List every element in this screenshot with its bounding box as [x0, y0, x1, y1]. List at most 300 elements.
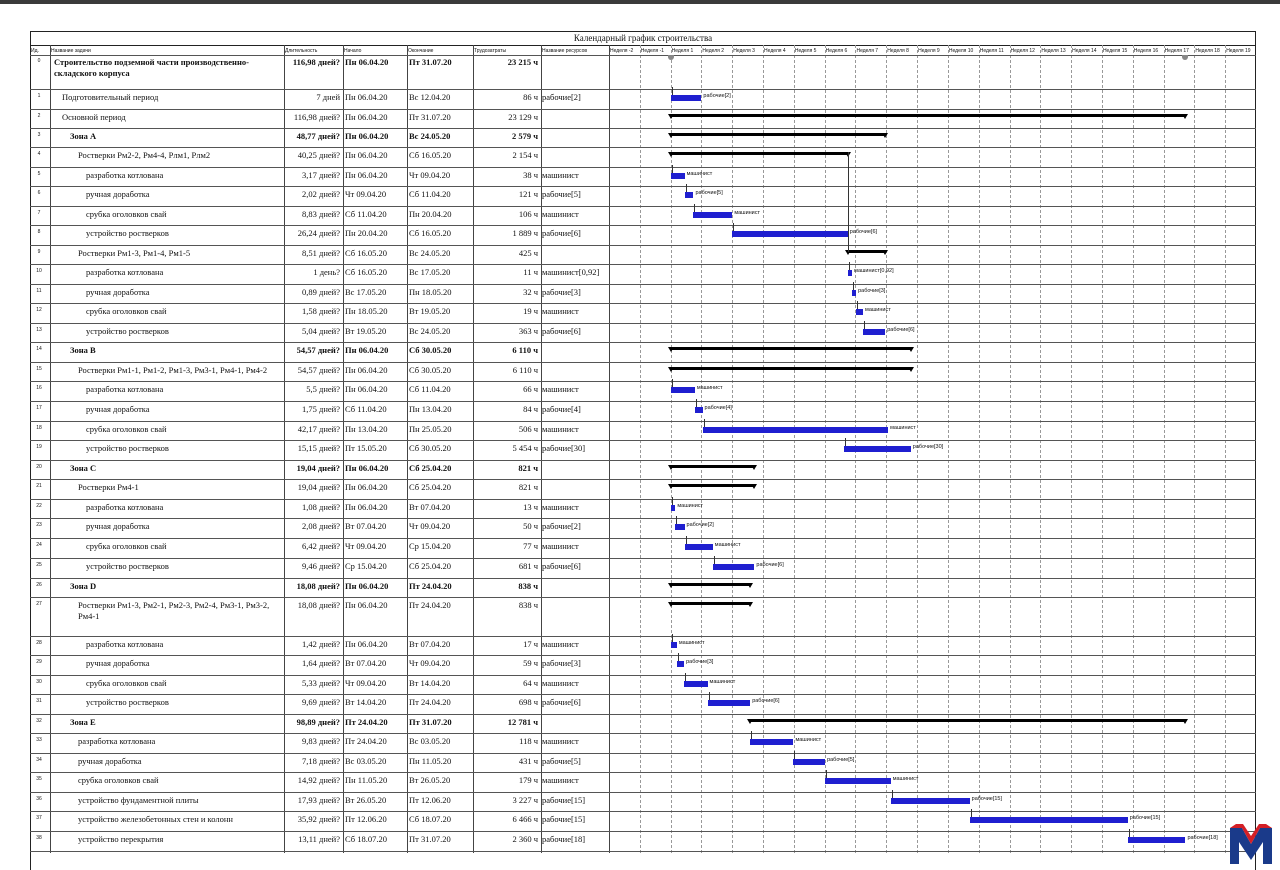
row-divider	[30, 655, 1256, 656]
task-resources: машинист	[542, 306, 579, 316]
task-work: 11 ч	[523, 267, 538, 277]
task-id: 12	[36, 307, 42, 313]
task-finish: Пн 13.04.20	[409, 404, 452, 414]
col-header-name: Название задачи	[51, 48, 91, 54]
task-id: 14	[36, 346, 42, 352]
gantt-task-bar	[685, 544, 713, 550]
task-work: 6 110 ч	[512, 345, 538, 355]
task-name: разработка котлована	[86, 384, 164, 394]
gantt-link	[676, 516, 677, 524]
task-duration: 17,93 дней?	[297, 795, 340, 805]
task-start: Пт 12.06.20	[345, 814, 387, 824]
task-id: 25	[36, 562, 42, 568]
gantt-resource-label: машинист	[892, 776, 919, 782]
top-border	[0, 0, 1280, 4]
task-work: 3 227 ч	[512, 795, 538, 805]
task-id: 29	[36, 659, 42, 665]
task-start: Пт 24.04.20	[345, 717, 388, 727]
gantt-task-bar	[732, 231, 847, 237]
task-id: 16	[36, 385, 42, 391]
gantt-summary-bar	[671, 133, 886, 136]
task-duration: 14,92 дней?	[297, 775, 340, 785]
gantt-task-bar	[684, 681, 707, 687]
gantt-link	[794, 751, 795, 759]
task-duration: 9,46 дней?	[302, 561, 340, 571]
gantt-resource-label: машинист	[696, 385, 723, 391]
week-header: Неделя 1	[671, 48, 694, 54]
task-duration: 1,58 дней?	[302, 306, 340, 316]
task-finish: Вт 14.04.20	[409, 678, 451, 688]
task-finish: Сб 30.05.20	[409, 345, 452, 355]
task-start: Пн 06.04.20	[345, 600, 388, 610]
task-name: Ростверки Рм1-1, Рм1-2, Рм1-3, Рм3-1, Рм4-1, Рм4-2	[78, 365, 268, 375]
task-id: 21	[36, 483, 42, 489]
week-header: Неделя 2	[702, 48, 725, 54]
task-finish: Вс 24.05.20	[409, 131, 451, 141]
row-divider	[30, 109, 1256, 110]
task-duration: 1,08 дней?	[302, 502, 340, 512]
task-name: Зона В	[70, 345, 96, 355]
task-finish: Пн 20.04.20	[409, 209, 452, 219]
gantt-resource-label: рабочие[2]	[703, 93, 731, 99]
gantt-link	[672, 379, 673, 387]
row-divider	[30, 245, 1256, 246]
task-resources: рабочие[15]	[542, 814, 586, 824]
task-id: 30	[36, 679, 42, 685]
task-work: 179 ч	[518, 775, 538, 785]
gantt-task-bar	[891, 798, 970, 804]
task-name: срубка оголовков свай	[86, 424, 167, 434]
task-start: Чт 09.04.20	[345, 678, 387, 688]
task-finish: Сб 18.07.20	[409, 814, 451, 824]
task-work: 38 ч	[523, 170, 538, 180]
header-bottom-line	[30, 55, 1256, 56]
task-finish: Пт 31.07.20	[409, 112, 451, 122]
task-duration: 2,08 дней?	[302, 521, 340, 531]
gantt-link	[672, 87, 673, 95]
gantt-task-bar	[695, 407, 703, 413]
task-finish: Вс 24.05.20	[409, 248, 451, 258]
task-name: ручная доработка	[86, 658, 150, 668]
task-start: Пн 11.05.20	[345, 775, 388, 785]
task-id: 2	[37, 113, 41, 119]
task-name: Ростверки Рм1-3, Рм1-4, Рм1-5	[78, 248, 191, 258]
col-header-id: Ид.	[31, 48, 39, 54]
m-logo-icon	[1226, 822, 1276, 866]
task-name: Основной период	[62, 112, 126, 122]
task-duration: 18,08 дней?	[296, 581, 340, 591]
gantt-task-bar	[671, 387, 695, 393]
week-header: Неделя -1	[640, 48, 665, 54]
task-id: 10	[36, 268, 42, 274]
row-divider	[30, 89, 1256, 90]
gantt-resource-label: рабочие[5]	[695, 190, 723, 196]
gantt-resource-label: рабочие[30]	[912, 444, 944, 450]
gantt-link	[686, 536, 687, 544]
task-work: 118 ч	[519, 736, 538, 746]
task-duration: 26,24 дней?	[297, 228, 340, 238]
task-id: 37	[36, 815, 42, 821]
task-id: 24	[36, 542, 42, 548]
week-header: Неделя 14	[1072, 48, 1097, 54]
task-finish: Пт 24.04.20	[409, 581, 452, 591]
task-name: разработка котлована	[86, 639, 164, 649]
task-name: Зона Е	[70, 717, 96, 727]
gantt-resource-label: рабочие[15]	[971, 796, 1003, 802]
week-header: Неделя 4	[764, 48, 786, 54]
task-finish: Пт 31.07.20	[409, 717, 452, 727]
task-id: 38	[36, 835, 42, 841]
gantt-task-bar	[1128, 837, 1186, 843]
task-work: 86 ч	[523, 92, 538, 102]
task-id: 17	[36, 405, 42, 411]
task-start: Пн 06.04.20	[345, 112, 388, 122]
task-start: Пт 24.04.20	[345, 736, 387, 746]
row-divider	[30, 675, 1256, 676]
gantt-link	[714, 556, 715, 564]
task-finish: Пт 31.07.20	[409, 57, 452, 67]
task-finish: Сб 25.04.20	[409, 463, 452, 473]
gantt-resource-label: рабочие[15]	[1129, 815, 1161, 821]
gantt-link	[849, 262, 850, 270]
row-divider	[30, 147, 1256, 148]
task-name: срубка оголовков свай	[86, 209, 167, 219]
task-start: Пн 06.04.20	[345, 345, 389, 355]
week-header: Неделя 7	[856, 48, 879, 54]
row-divider	[30, 206, 1256, 207]
task-work: 2 579 ч	[511, 131, 538, 141]
gantt-resource-label: машинист	[890, 425, 916, 431]
task-start: Пн 06.04.20	[345, 482, 388, 492]
task-id: 11	[36, 288, 42, 294]
task-name: устройство ростверков	[86, 561, 169, 571]
task-duration: 9,69 дней?	[302, 697, 340, 707]
task-duration: 1,64 дней?	[302, 658, 340, 668]
task-resources: машинист[0,92]	[542, 267, 600, 277]
gantt-resource-label: рабочие[4]	[704, 405, 732, 411]
gantt-link	[733, 223, 734, 231]
task-name: разработка котлована	[86, 502, 164, 512]
task-finish: Пн 25.05.20	[409, 424, 452, 434]
task-name: ручная доработка	[86, 521, 150, 531]
task-id: 28	[36, 640, 42, 646]
task-start: Вт 07.04.20	[345, 521, 387, 531]
task-work: 2 360 ч	[512, 834, 538, 844]
week-header: Неделя 6	[825, 48, 848, 54]
task-work: 23 129 ч	[508, 112, 538, 122]
gantt-link	[892, 790, 893, 798]
gantt-summary-bar	[671, 347, 911, 350]
task-duration: 19,04 дней?	[297, 482, 340, 492]
task-work: 17 ч	[523, 639, 538, 649]
gantt-summary-bar	[848, 250, 885, 253]
task-duration: 7 дней	[316, 92, 340, 102]
task-start: Пн 06.04.20	[345, 92, 388, 102]
task-name: устройство ростверков	[86, 443, 169, 453]
task-name: устройство фундаментной плиты	[78, 795, 199, 805]
task-finish: Пт 24.04.20	[409, 600, 451, 610]
task-work: 32 ч	[523, 287, 538, 297]
task-duration: 5,04 дней?	[302, 326, 340, 336]
gantt-task-bar	[750, 739, 793, 745]
gantt-resource-label: машинист[0,92]	[854, 268, 894, 274]
task-duration: 9,83 дней?	[302, 736, 340, 746]
task-work: 431 ч	[518, 756, 538, 766]
task-resources: машинист	[542, 170, 579, 180]
gantt-summary-bar	[671, 484, 755, 487]
task-duration: 19,04 дней?	[296, 463, 340, 473]
row-divider	[30, 694, 1256, 695]
task-work: 5 454 ч	[512, 443, 538, 453]
task-name: срубка оголовков свай	[86, 306, 167, 316]
task-name: устройство ростверков	[86, 697, 169, 707]
gantt-resource-label: рабочие[6]	[752, 698, 780, 704]
task-id: 5	[37, 171, 41, 177]
week-header: Неделя 3	[733, 48, 755, 54]
task-work: 23 215 ч	[507, 57, 538, 67]
task-id: 19	[36, 444, 42, 450]
row-divider	[30, 264, 1256, 265]
task-resources: рабочие[5]	[542, 189, 581, 199]
task-id: 34	[36, 757, 42, 763]
gantt-task-bar	[671, 173, 685, 179]
task-id: 0	[37, 58, 41, 64]
row-divider	[30, 225, 1256, 226]
gantt-task-bar	[703, 427, 889, 433]
schedule-title: Календарный график строительства	[573, 33, 713, 43]
task-work: 59 ч	[523, 658, 538, 668]
task-duration: 0,89 дней?	[302, 287, 340, 297]
task-id: 31	[36, 698, 42, 704]
gantt-resource-label: машинист	[678, 640, 705, 646]
task-id: 3	[37, 132, 41, 138]
week-header: Неделя 12	[1010, 48, 1035, 54]
task-id: 32	[36, 718, 42, 724]
task-finish: Сб 16.05.20	[409, 228, 451, 238]
gantt-link	[864, 321, 865, 329]
row-divider	[30, 167, 1256, 168]
task-id: 36	[36, 796, 42, 802]
row-divider	[30, 714, 1256, 715]
task-finish: Чт 09.04.20	[409, 170, 451, 180]
task-start: Ср 15.04.20	[345, 561, 387, 571]
task-work: 6 466 ч	[512, 814, 538, 824]
gantt-link	[672, 634, 673, 642]
row-divider	[30, 362, 1256, 363]
task-duration: 54,57 дней?	[296, 345, 340, 355]
task-duration: 1,42 дней?	[302, 639, 340, 649]
task-resources: рабочие[30]	[542, 443, 586, 453]
task-name: устройство железобетонных стен и колонн	[78, 814, 233, 824]
gantt-task-bar	[856, 309, 863, 315]
task-start: Чт 09.04.20	[345, 189, 387, 199]
task-work: 84 ч	[523, 404, 538, 414]
week-header: Неделя 16	[1133, 48, 1159, 54]
task-id: 9	[37, 249, 41, 255]
task-finish: Сб 30.05.20	[409, 443, 451, 453]
gantt-resource-label: рабочие[2]	[686, 522, 714, 528]
task-id: 13	[36, 327, 42, 333]
task-start: Пн 06.04.20	[345, 463, 389, 473]
task-name: ручная доработка	[86, 404, 150, 414]
gantt-task-bar	[671, 505, 676, 511]
task-start: Пн 06.04.20	[345, 639, 388, 649]
task-work: 821 ч	[518, 482, 538, 492]
gantt-summary-bar	[671, 465, 755, 468]
gantt-task-bar	[693, 212, 732, 218]
gantt-summary-bar	[671, 367, 911, 370]
task-work: 1 889 ч	[512, 228, 538, 238]
col-header-duration: Длительность	[285, 48, 318, 54]
gantt-summary-bar	[671, 152, 848, 155]
row-divider	[30, 479, 1256, 480]
task-id: 15	[36, 366, 42, 372]
task-work: 698 ч	[518, 697, 538, 707]
gantt-resource-label: рабочие[6]	[756, 562, 784, 568]
task-resources: машинист	[542, 541, 579, 551]
gantt-link	[686, 184, 687, 192]
task-resources: рабочие[6]	[542, 326, 581, 336]
task-name: ручная доработка	[86, 189, 150, 199]
task-finish: Сб 25.04.20	[409, 482, 451, 492]
task-duration: 18,08 дней?	[297, 600, 340, 610]
task-start: Пн 20.04.20	[345, 228, 388, 238]
task-work: 2 154 ч	[512, 150, 538, 160]
task-work: 681 ч	[518, 561, 538, 571]
task-work: 19 ч	[523, 306, 538, 316]
task-finish: Пт 24.04.20	[409, 697, 451, 707]
task-duration: 5,33 дней?	[302, 678, 340, 688]
task-start: Пн 06.04.20	[345, 131, 389, 141]
row-divider	[30, 128, 1256, 129]
task-finish: Вс 17.05.20	[409, 267, 451, 277]
gantt-task-bar	[671, 95, 702, 101]
task-start: Пн 13.04.20	[345, 424, 388, 434]
gantt-link	[971, 809, 972, 817]
task-start: Пн 06.04.20	[345, 502, 388, 512]
task-name: ручная доработка	[86, 287, 150, 297]
task-work: 13 ч	[523, 502, 538, 512]
task-duration: 13,11 дней?	[298, 834, 340, 844]
task-start: Пн 06.04.20	[345, 170, 388, 180]
task-finish: Сб 30.05.20	[409, 365, 451, 375]
task-work: 121 ч	[518, 189, 538, 199]
gantt-task-bar	[848, 270, 852, 276]
task-start: Сб 16.05.20	[345, 267, 387, 277]
task-duration: 1 день?	[313, 267, 340, 277]
gantt-summary-bar	[671, 583, 751, 586]
task-id: 4	[37, 151, 41, 157]
gantt-resource-label: машинист	[734, 210, 761, 216]
gantt-resource-label: машинист	[795, 737, 822, 743]
gantt-resource-label: рабочие[6]	[887, 327, 915, 333]
task-work: 64 ч	[523, 678, 538, 688]
task-duration: 54,57 дней?	[297, 365, 340, 375]
gantt-task-bar	[825, 778, 891, 784]
task-duration: 5,5 дней?	[306, 384, 340, 394]
col-header-start: Начало	[344, 48, 362, 54]
task-resources: рабочие[6]	[542, 697, 581, 707]
gantt-link	[857, 301, 858, 309]
task-resources: машинист	[542, 639, 579, 649]
row-divider	[30, 558, 1256, 559]
row-divider	[30, 792, 1256, 793]
gantt-summary-bar	[671, 602, 751, 605]
gantt-task-bar	[677, 661, 684, 667]
gantt-summary-bar	[750, 719, 1185, 722]
task-name: Ростверки Рм1-3, Рм2-1, Рм2-3, Рм2-4, Рм3-1, Рм3-2, Рм4-1	[78, 600, 270, 621]
week-header: Неделя 19	[1226, 48, 1251, 54]
task-resources: рабочие[6]	[542, 228, 581, 238]
task-work: 77 ч	[523, 541, 538, 551]
task-start: Вс 17.05.20	[345, 287, 387, 297]
task-resources: рабочие[3]	[542, 658, 581, 668]
task-id: 35	[36, 776, 42, 782]
task-resources: рабочие[6]	[542, 561, 581, 571]
task-id: 1	[37, 93, 41, 99]
task-resources: рабочие[5]	[542, 756, 581, 766]
task-work: 838 ч	[518, 600, 538, 610]
gantt-resource-label: рабочие[18]	[1187, 835, 1218, 841]
task-work: 6 110 ч	[512, 365, 538, 375]
gantt-task-bar	[852, 290, 856, 296]
task-name: устройство ростверков	[86, 326, 169, 336]
task-resources: машинист	[542, 775, 579, 785]
task-name: Зона А	[70, 131, 97, 141]
gantt-resource-label: рабочие[6]	[849, 229, 878, 235]
task-duration: 3,17 дней?	[302, 170, 340, 180]
row-divider	[30, 381, 1256, 382]
row-divider	[30, 186, 1256, 187]
task-work: 50 ч	[523, 521, 538, 531]
task-start: Пт 15.05.20	[345, 443, 387, 453]
task-finish: Чт 09.04.20	[409, 658, 451, 668]
gantt-link	[853, 282, 854, 290]
task-id: 33	[36, 737, 42, 743]
task-name: разработка котлована	[78, 736, 156, 746]
task-name: устройство ростверков	[86, 228, 169, 238]
task-resources: машинист	[542, 424, 579, 434]
task-start: Сб 11.04.20	[345, 209, 387, 219]
task-finish: Вт 19.05.20	[409, 306, 451, 316]
task-name: разработка котлована	[86, 267, 164, 277]
week-header: Неделя 10	[948, 48, 974, 54]
row-divider	[30, 518, 1256, 519]
col-header-resources: Название ресурсов	[542, 48, 588, 54]
gantt-link	[672, 165, 673, 173]
task-resources: машинист	[542, 502, 579, 512]
row-divider	[30, 597, 1256, 598]
task-finish: Чт 09.04.20	[409, 521, 451, 531]
row-divider	[30, 538, 1256, 539]
task-name: разработка котлована	[86, 170, 164, 180]
task-resources: рабочие[2]	[542, 521, 581, 531]
row-divider	[30, 401, 1256, 402]
week-header: Неделя -2	[610, 48, 634, 54]
gantt-resource-label: рабочие[3]	[858, 288, 886, 294]
task-duration: 116,98 дней?	[292, 57, 340, 67]
row-divider	[30, 753, 1256, 754]
gantt-task-bar	[844, 446, 911, 452]
week-header: Неделя 15	[1102, 48, 1128, 54]
task-duration: 2,02 дней?	[302, 189, 340, 199]
task-start: Чт 09.04.20	[345, 541, 387, 551]
task-resources: рабочие[4]	[542, 404, 581, 414]
gantt-task-bar	[685, 192, 694, 198]
week-header: Неделя 8	[887, 48, 909, 54]
task-work: 106 ч	[518, 209, 538, 219]
gantt-task-bar	[793, 759, 825, 765]
